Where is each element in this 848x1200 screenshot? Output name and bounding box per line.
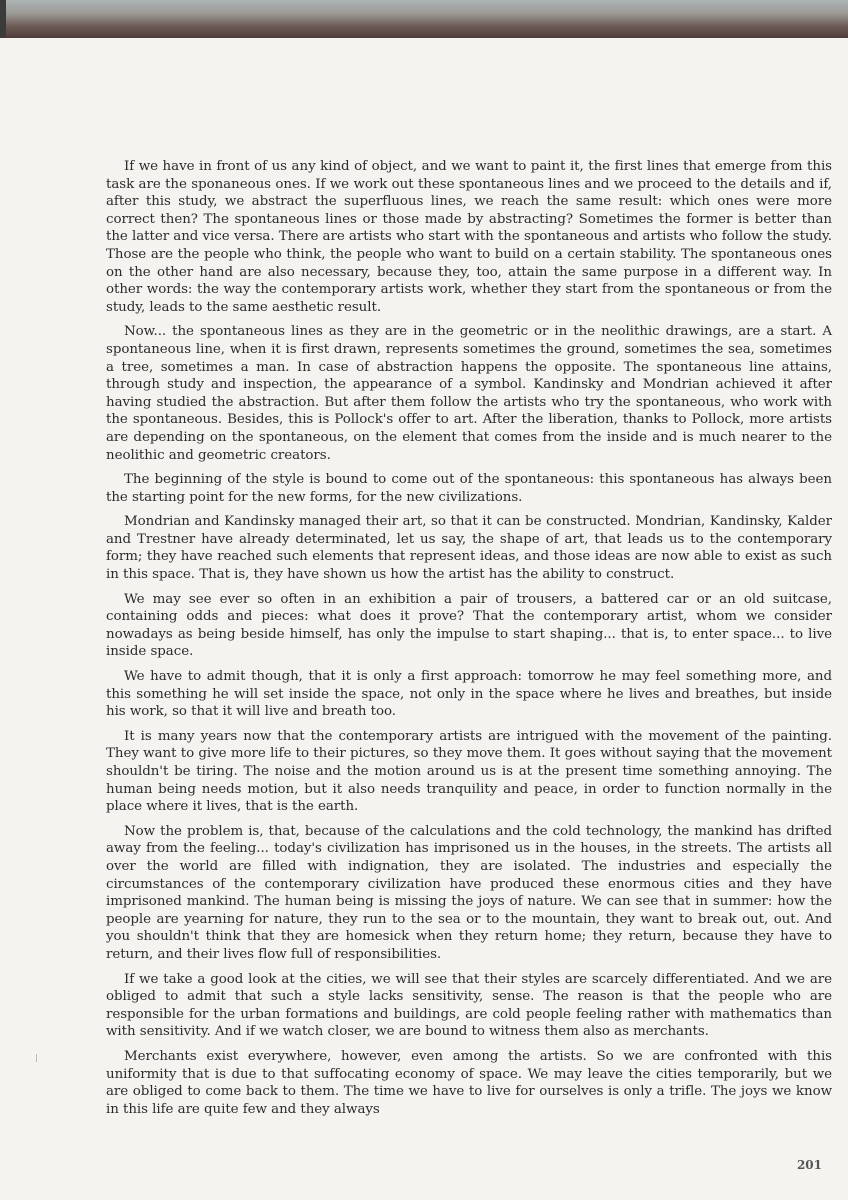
paragraph-1: If we have in front of us any kind of object, and we want to paint it, the first lines that emerge from this task are the sponaneous ones. If we work out these spontaneous lines and we proceed to the details and if, after this study, we abstract the superfluous lines, we reach the same result: which ones were more correct then? The spontaneous lines or those made by abstracting? Sometimes the former is better than the latter and vice versa. There are artists who start with the spontaneous and artists who follow the study. Those are the people who think, the people who want to build on a certain stability. The spontaneous ones on the other hand are also necessary, because they, too, attain the same purpose in a different way. In other words: the way the contemporary artists work, whether they start from the spontaneous or from the study, leads to the same aesthetic result.: [106, 159, 832, 315]
paragraph-10: Merchants exist everywhere, however, even among the artists. So we are confronted with this uniformity that is due to that suffocating economy of space. We may leave the cities temporarily, but we are obliged to come back to them. The time we have to live for ourselves is only a trifle. The joys we know in this life are quite few and they always: [106, 1048, 832, 1117]
paragraph-8: Now the problem is, that, because of the calculations and the cold technology, the mankind has drifted away from the feeling... today's civilization has imprisoned us in the houses, in the streets. The artists all over the world are filled with indignation, they are isolated. The industries and especially the circumstances of the contemporary civilization have produced these enormous cities and they have imprisoned mankind. The human being is missing the joys of nature. We can see that in summer: how the people are yearning for nature, they run to the sea or to the mountain, they want to break out, out. And you shouldn't think that they are homesick when they return home; they return, because they have to return, and their lives flow full of responsibilities.: [106, 823, 832, 962]
paragraph-7: It is many years now that the contemporary artists are intrigued with the movement of the painting. They want to give more life to their pictures, so they move them. It goes without saying that the movement shouldn't be tiring. The noise and the motion around us is at the present time something annoying. The human being needs motion, but it also needs tranquility and peace, in order to function normally in the place where it lives, that is the earth.: [106, 728, 832, 815]
paragraph-5: We may see ever so often in an exhibition a pair of trousers, a battered car or an old suitcase, containing odds and pieces: what does it prove? That the contemporary artist, whom we consider nowadays as being beside himself, has only the impulse to start shaping... that is, to enter space... to live inside space.: [106, 591, 832, 660]
paragraph-4: Mondrian and Kandinsky managed their art, so that it can be constructed. Mondrian, Kandinsky, Kalder and Trestner have already determinated, let us say, the shape of art, that leads us to the contemporary form; they have reached such elements that represent ideas, and those ideas are now able to exist as such in this space. That is, they have shown us how the artist has the ability to construct.: [106, 514, 832, 583]
margin-mark: [36, 1054, 37, 1062]
scan-top-edge: [0, 0, 848, 38]
paragraph-2: Now... the spontaneous lines as they are in the geometric or in the neolithic drawings, are a start. A spontaneous line, when it is first drawn, represents sometimes the ground, sometimes the sea, sometimes a tree, sometimes a man. In case of abstraction happens the opposite. The spontaneous line attains, through study and inspection, the appearance of a symbol. Kandinsky and Mondrian achieved it after having studied the abstraction. But after them follow the artists who try the spontaneous, who work with the spontaneous. Besides, this is Pollock's offer to art. After the liberation, thanks to Pollock, more artists are depending on the spontaneous, on the element that comes from the inside and is much nearer to the neolithic and geometric creators.: [106, 324, 832, 463]
article-body: [106, 158, 832, 1125]
scan-left-shadow: [0, 0, 6, 38]
page-number: 201: [796, 1158, 822, 1172]
paragraph-3: The beginning of the style is bound to come out of the spontaneous: this spontaneous has always been the starting point for the new forms, for the new civilizations.: [106, 472, 832, 505]
paragraph-6: We have to admit though, that it is only a first approach: tomorrow he may feel something more, and this something he will set inside the space, not only in the space where he lives and breathes, but inside his work, so that it will live and breath too.: [106, 669, 832, 720]
paragraph-9: If we take a good look at the cities, we will see that their styles are scarcely differentiated. And we are obliged to admit that such a style lacks sensitivity, sense. The reason is that the people who are responsible for the urban formations and buildings, are cold people feeling rather with mathematics than with sensitivity. And if we watch closer, we are bound to witness them also as merchants.: [106, 971, 832, 1040]
